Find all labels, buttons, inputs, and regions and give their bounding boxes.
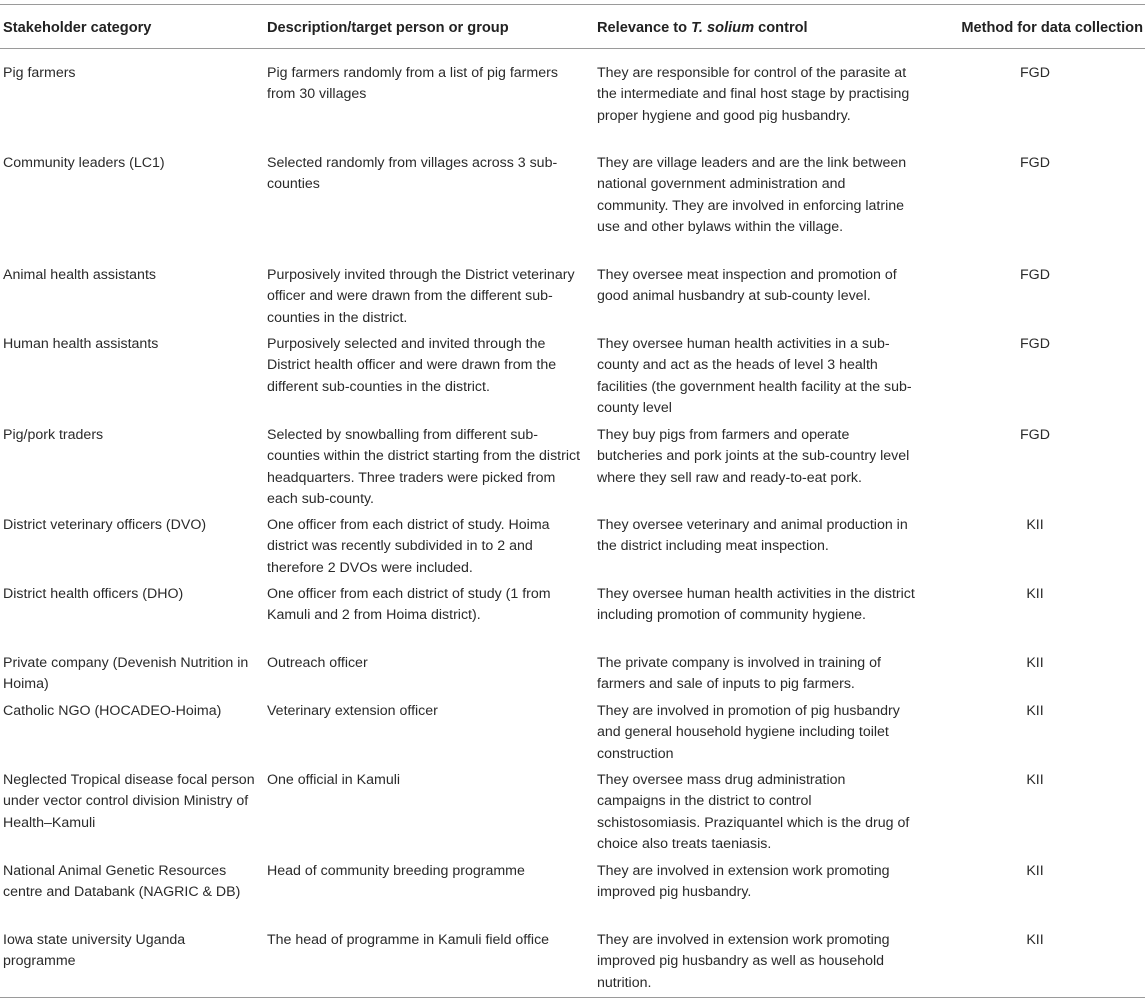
description-cell: Pig farmers randomly from a list of pig farmers from 30 villages	[267, 65, 558, 103]
description-cell: Selected randomly from villages across 3 sub-counties	[267, 155, 558, 193]
description-cell: One officer from each district of study. Hoima district was recently subdivided in to 2 and therefore 2 DVOs were included.	[267, 517, 550, 576]
method-cell: KII	[1026, 655, 1044, 671]
relevance-cell: They are village leaders and are the link between national government administration and community. They are involved in enforcing latrine use and other bylaws within the village.	[597, 155, 907, 235]
relevance-cell: They buy pigs from farmers and operate butcheries and pork joints at the sub-country level where they sell raw and ready-to-eat pork.	[597, 427, 910, 486]
description-cell: Purposively invited through the District veterinary officer and were drawn from the different sub-counties in the district.	[267, 267, 575, 326]
stakeholder-category-cell: Private company (Devenish Nutrition in Hoima)	[3, 655, 249, 693]
header-stakeholder-category: Stakeholder category	[3, 20, 152, 36]
stakeholder-category-cell: Pig farmers	[3, 65, 76, 81]
description-cell: Veterinary extension officer	[267, 703, 438, 719]
table-row	[0, 251, 1145, 326]
table-row	[0, 916, 1145, 996]
header-method: Method for data collection	[961, 20, 1143, 36]
relevance-cell: They are responsible for control of the parasite at the intermediate and final host stage by practising proper hygiene and good pig husbandry.	[597, 65, 910, 124]
table-row	[0, 501, 1145, 576]
table-body	[0, 49, 1145, 996]
stakeholder-category-cell: District veterinary officers (DVO)	[3, 517, 207, 533]
relevance-cell: They oversee veterinary and animal production in the district including meat inspection.	[597, 517, 908, 555]
stakeholder-category-cell: National Animal Genetic Resources centre and Databank (NAGRIC & DB)	[3, 863, 241, 901]
method-cell: FGD	[1020, 267, 1050, 283]
stakeholder-table	[0, 4, 1145, 996]
stakeholder-category-cell: Human health assistants	[3, 336, 159, 352]
method-cell: KII	[1026, 932, 1044, 948]
relevance-cell: They are involved in extension work promoting improved pig husbandry as well as household nutrition.	[597, 932, 890, 991]
method-cell: FGD	[1020, 65, 1050, 81]
method-cell: FGD	[1020, 427, 1050, 443]
stakeholder-category-cell: Iowa state university Uganda programme	[3, 932, 186, 970]
table-row	[0, 687, 1145, 762]
description-cell: One official in Kamuli	[267, 772, 401, 788]
description-cell: Head of community breeding programme	[267, 863, 525, 879]
header-relevance: Relevance to T. solium control	[597, 20, 808, 36]
stakeholder-category-cell: Neglected Tropical disease focal person under vector control division Ministry of Health–Kamuli	[3, 772, 255, 831]
relevance-cell: They are involved in extension work promoting improved pig husbandry.	[597, 863, 890, 901]
table-header	[0, 5, 1145, 49]
stakeholder-category-cell: Community leaders (LC1)	[3, 155, 165, 171]
description-cell: Purposively selected and invited through the District health officer and were drawn from the different sub-counties in the district.	[267, 336, 557, 395]
description-cell: The head of programme in Kamuli field office	[267, 932, 550, 948]
description-cell: Selected by snowballing from different sub-counties within the district starting from the district headquarters. Three traders were picked from each sub-county.	[267, 427, 581, 507]
table-row	[0, 139, 1145, 251]
method-cell: KII	[1026, 586, 1044, 602]
description-cell: Outreach officer	[267, 655, 368, 671]
table-row	[0, 411, 1145, 507]
method-cell: KII	[1026, 517, 1044, 533]
header-description: Description/target person or group	[267, 20, 509, 36]
method-cell: FGD	[1020, 155, 1050, 171]
table-row	[0, 570, 1145, 639]
relevance-cell: The private company is involved in training of farmers and sale of inputs to pig farmers.	[597, 655, 881, 693]
method-cell: FGD	[1020, 336, 1050, 352]
relevance-cell: They oversee meat inspection and promotion of good animal husbandry at sub-county level.	[597, 267, 897, 305]
method-cell: KII	[1026, 863, 1044, 879]
relevance-cell: They oversee human health activities in a sub-county and act as the heads of level 3 health facilities (the government health facility at the sub-county level	[597, 336, 912, 416]
method-cell: KII	[1026, 772, 1044, 788]
relevance-cell: They oversee mass drug administration campaigns in the district to control schistosomiasis. Praziquantel which is the drug of choice also treats taeniasis.	[597, 772, 910, 852]
description-cell: One officer from each district of study (1 from Kamuli and 2 from Hoima district).	[267, 586, 551, 624]
table-row	[0, 320, 1145, 416]
table-row	[0, 49, 1145, 139]
relevance-cell: They are involved in promotion of pig husbandry and general household hygiene including toilet construction	[597, 703, 900, 762]
table-row	[0, 847, 1145, 916]
method-cell: KII	[1026, 703, 1044, 719]
stakeholder-category-cell: Catholic NGO (HOCADEO-Hoima)	[3, 703, 222, 719]
table-bottom-rule	[0, 997, 1145, 998]
relevance-cell: They oversee human health activities in the district including promotion of community hygiene.	[597, 586, 915, 624]
table-row	[0, 756, 1145, 852]
stakeholder-category-cell: District health officers (DHO)	[3, 586, 184, 602]
stakeholder-category-cell: Animal health assistants	[3, 267, 156, 283]
stakeholder-category-cell: Pig/pork traders	[3, 427, 104, 443]
table-row	[0, 639, 1145, 693]
